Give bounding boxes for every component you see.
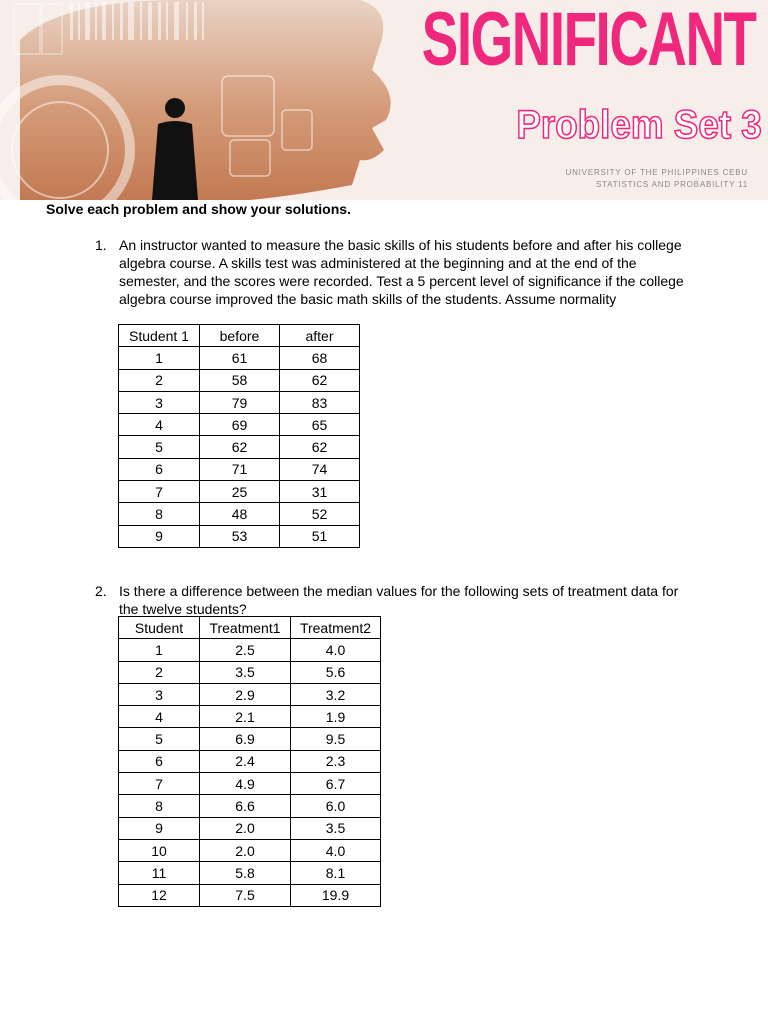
table-cell: 2: [119, 369, 200, 391]
table-cell: 53: [200, 525, 280, 547]
table-row: [119, 481, 360, 503]
table-cell: 9: [119, 525, 200, 547]
table-cell: 65: [280, 414, 360, 436]
table-row: [119, 728, 381, 750]
table-cell: 2: [119, 661, 200, 683]
table-cell: 51: [280, 525, 360, 547]
table-row: [119, 414, 360, 436]
table-cell: 2.3: [291, 750, 381, 772]
table-row: [119, 525, 360, 547]
instructions: Solve each problem and show your solutions.: [46, 201, 351, 217]
table-cell: 4.0: [291, 639, 381, 661]
problem-1: [95, 236, 695, 308]
table-cell: 52: [280, 503, 360, 525]
table-cell: 48: [200, 503, 280, 525]
table-row: [119, 683, 381, 705]
table-header-row: [119, 325, 360, 347]
table-row: [119, 661, 381, 683]
table-cell: 19.9: [291, 884, 381, 906]
column-header: Treatment2: [291, 617, 381, 639]
table-cell: 5.6: [291, 661, 381, 683]
table-row: [119, 391, 360, 413]
column-header: before: [200, 325, 280, 347]
table-row: [119, 347, 360, 369]
table-cell: 62: [280, 436, 360, 458]
table-cell: 9: [119, 817, 200, 839]
table-cell: 11: [119, 862, 200, 884]
table-cell: 10: [119, 839, 200, 861]
table-cell: 4: [119, 706, 200, 728]
table-cell: 6.7: [291, 773, 381, 795]
table-cell: 7: [119, 773, 200, 795]
course-name: STATISTICS AND PROBABILITY 11: [596, 180, 748, 189]
column-header: after: [280, 325, 360, 347]
table-cell: 7.5: [200, 884, 291, 906]
table-cell: 3: [119, 391, 200, 413]
table-cell: 4.0: [291, 839, 381, 861]
table-cell: 31: [280, 481, 360, 503]
table-cell: 69: [200, 414, 280, 436]
table-row: [119, 795, 381, 817]
table-header-row: [119, 617, 381, 639]
table-cell: 6.0: [291, 795, 381, 817]
table-cell: 9.5: [291, 728, 381, 750]
table-row: [119, 436, 360, 458]
brand-title: SIGNIFICANT: [422, 0, 756, 82]
table-row: [119, 706, 381, 728]
university-name: UNIVERSITY OF THE PHILIPPINES CEBU: [565, 168, 748, 177]
table-cell: 1.9: [291, 706, 381, 728]
table-cell: 25: [200, 481, 280, 503]
problem-text: Is there a difference between the median values for the following sets of treatment data for the twelve students?: [119, 583, 679, 617]
table-cell: 2.5: [200, 639, 291, 661]
table-cell: 2.0: [200, 817, 291, 839]
table-cell: 3: [119, 683, 200, 705]
header-banner: [0, 0, 768, 200]
table-cell: 4: [119, 414, 200, 436]
table-cell: 5: [119, 436, 200, 458]
table-cell: 58: [200, 369, 280, 391]
table-cell: 1: [119, 639, 200, 661]
table-cell: 4.9: [200, 773, 291, 795]
table-row: [119, 862, 381, 884]
problem-2: [95, 582, 695, 618]
table-treatments: [118, 616, 381, 907]
table-cell: 2.1: [200, 706, 291, 728]
table-cell: 8.1: [291, 862, 381, 884]
table-cell: 5.8: [200, 862, 291, 884]
problem-number: 1.: [95, 237, 107, 253]
table-cell: 83: [280, 391, 360, 413]
table-row: [119, 639, 381, 661]
table-cell: 3.2: [291, 683, 381, 705]
table-cell: 62: [200, 436, 280, 458]
table-before-after: [118, 324, 360, 548]
table-cell: 3.5: [200, 661, 291, 683]
table-cell: 62: [280, 369, 360, 391]
table-row: [119, 773, 381, 795]
table-row: [119, 884, 381, 906]
table-cell: 8: [119, 503, 200, 525]
table-cell: 68: [280, 347, 360, 369]
problem-set-subtitle: Problem Set 3: [516, 103, 762, 147]
column-header: Treatment1: [200, 617, 291, 639]
table-cell: 71: [200, 458, 280, 480]
column-header: Student 1: [119, 325, 200, 347]
table-row: [119, 458, 360, 480]
table-row: [119, 839, 381, 861]
table-cell: 7: [119, 481, 200, 503]
table-cell: 6.6: [200, 795, 291, 817]
table-cell: 5: [119, 728, 200, 750]
table-cell: 2.9: [200, 683, 291, 705]
table-cell: 12: [119, 884, 200, 906]
head-silhouette: [20, 0, 391, 200]
table-cell: 1: [119, 347, 200, 369]
table-cell: 6.9: [200, 728, 291, 750]
table-row: [119, 750, 381, 772]
table-cell: 2.4: [200, 750, 291, 772]
table-cell: 61: [200, 347, 280, 369]
table-cell: 79: [200, 391, 280, 413]
problem-number: 2.: [95, 583, 107, 599]
table-cell: 6: [119, 458, 200, 480]
banner-illustration: [0, 0, 420, 200]
table-cell: 8: [119, 795, 200, 817]
table-cell: 2.0: [200, 839, 291, 861]
table-row: [119, 817, 381, 839]
problem-text: An instructor wanted to measure the basic skills of his students before and after his college algebra course. A skills test was administered at the beginning and at the end of the semester, and the scores were recorded. Test a 5 percent level of significance if the college algebra course improved the basic math skills of the students. Assume normality: [119, 237, 684, 307]
table-row: [119, 503, 360, 525]
table-cell: 6: [119, 750, 200, 772]
table-cell: 3.5: [291, 817, 381, 839]
table-row: [119, 369, 360, 391]
table-cell: 74: [280, 458, 360, 480]
column-header: Student: [119, 617, 200, 639]
